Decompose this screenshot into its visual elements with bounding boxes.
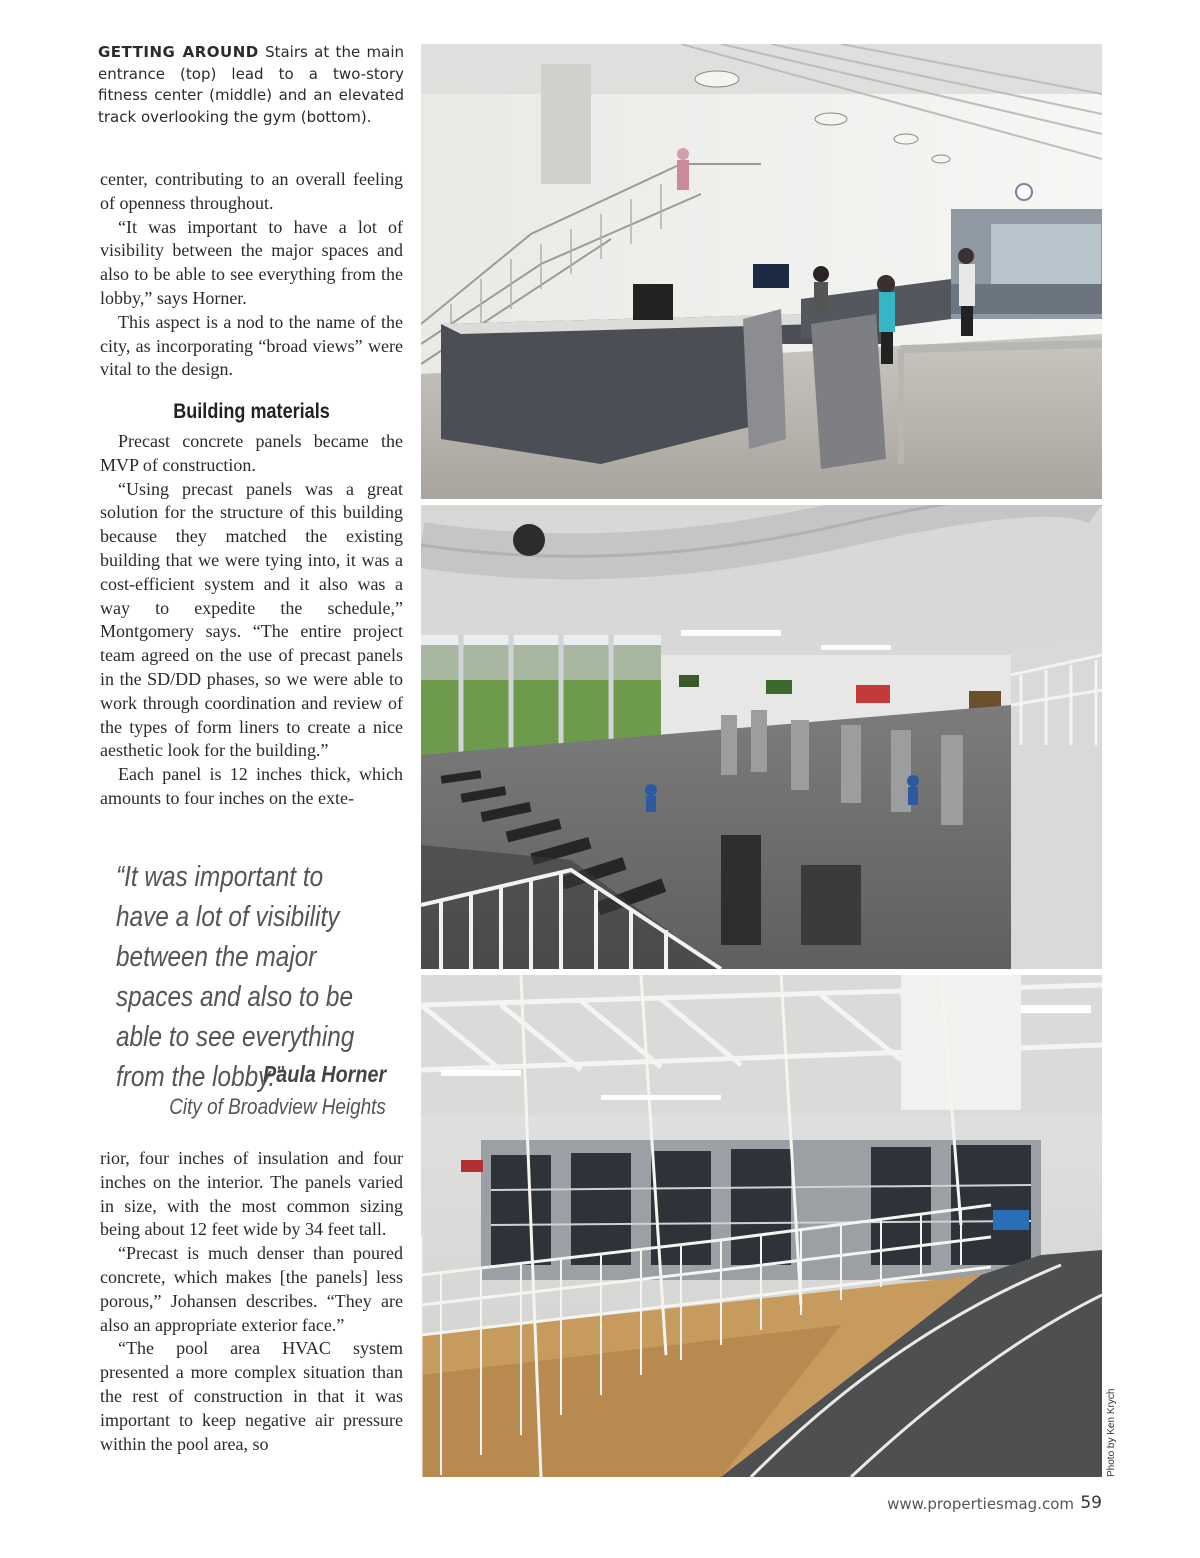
article-text-block-1 xyxy=(100,168,403,382)
footer-url: www.propertiesmag.com xyxy=(887,1495,1074,1513)
paragraph: Each panel is 12 inches thick, which amounts to four inches on the exte- xyxy=(100,764,403,808)
lobby-photo xyxy=(421,44,1102,499)
paragraph: center, contributing to an overall feeling of openness throughout. xyxy=(100,169,403,213)
paragraph: “Using precast panels was a great solution for the structure of this building because they matched the existing building that we were tying into, it was a cost-efficient system and it also was a way to expedite the schedule,” Montgomery says. “The entire project team agreed on the use of precast panels in the SD/DD phases, so we were able to work through coordination and review of the types of form liners to create a nice aesthetic look for the building.” xyxy=(100,478,403,761)
paragraph: “It was important to have a lot of visibility between the major spaces and also to be able to see everything from the lobby,” says Horner. xyxy=(100,216,403,308)
pull-quote: “It was important to have a lot of visibility between the major spaces and also to be able to see everything from the lobby.” xyxy=(116,861,355,1093)
page-number: 59 xyxy=(1080,1493,1102,1513)
paragraph: This aspect is a nod to the name of the city, as incorporating “broad views” were vital to the design. xyxy=(100,311,403,380)
photo-caption xyxy=(98,42,404,128)
paragraph: “Precast is much denser than poured concrete, which makes [the panels] less porous,” Johansen describes. “They are also an appropriate exterior face.” xyxy=(100,1243,403,1335)
elevated-track-photo xyxy=(421,975,1102,1477)
caption-lead: GETTING AROUND xyxy=(98,43,259,61)
caption-text: Stairs at the main entrance (top) lead to a two-story fitness center (middle) and an elevated track overlooking the gym (bottom). xyxy=(98,43,404,126)
fitness-center-photo xyxy=(421,505,1102,969)
section-heading: Building materials xyxy=(173,400,330,423)
paragraph: Precast concrete panels became the MVP of construction. xyxy=(100,431,403,475)
article-text-block-3 xyxy=(100,1147,403,1456)
quote-attribution-name: Paula Horner xyxy=(262,1061,386,1087)
paragraph: rior, four inches of insulation and four inches on the interior. The panels varied in size, with the most common sizing being about 12 feet wide by 34 feet tall. xyxy=(100,1148,403,1240)
article-text-block-2 xyxy=(100,430,403,811)
quote-attribution-organization: City of Broadview Heights xyxy=(169,1094,386,1119)
paragraph: “The pool area HVAC system presented a more complex situation than the rest of construction in that it was important to keep negative air pressure within the pool area, so xyxy=(100,1338,403,1454)
photo-credit: Photo by Ken Krych xyxy=(1106,1388,1117,1477)
